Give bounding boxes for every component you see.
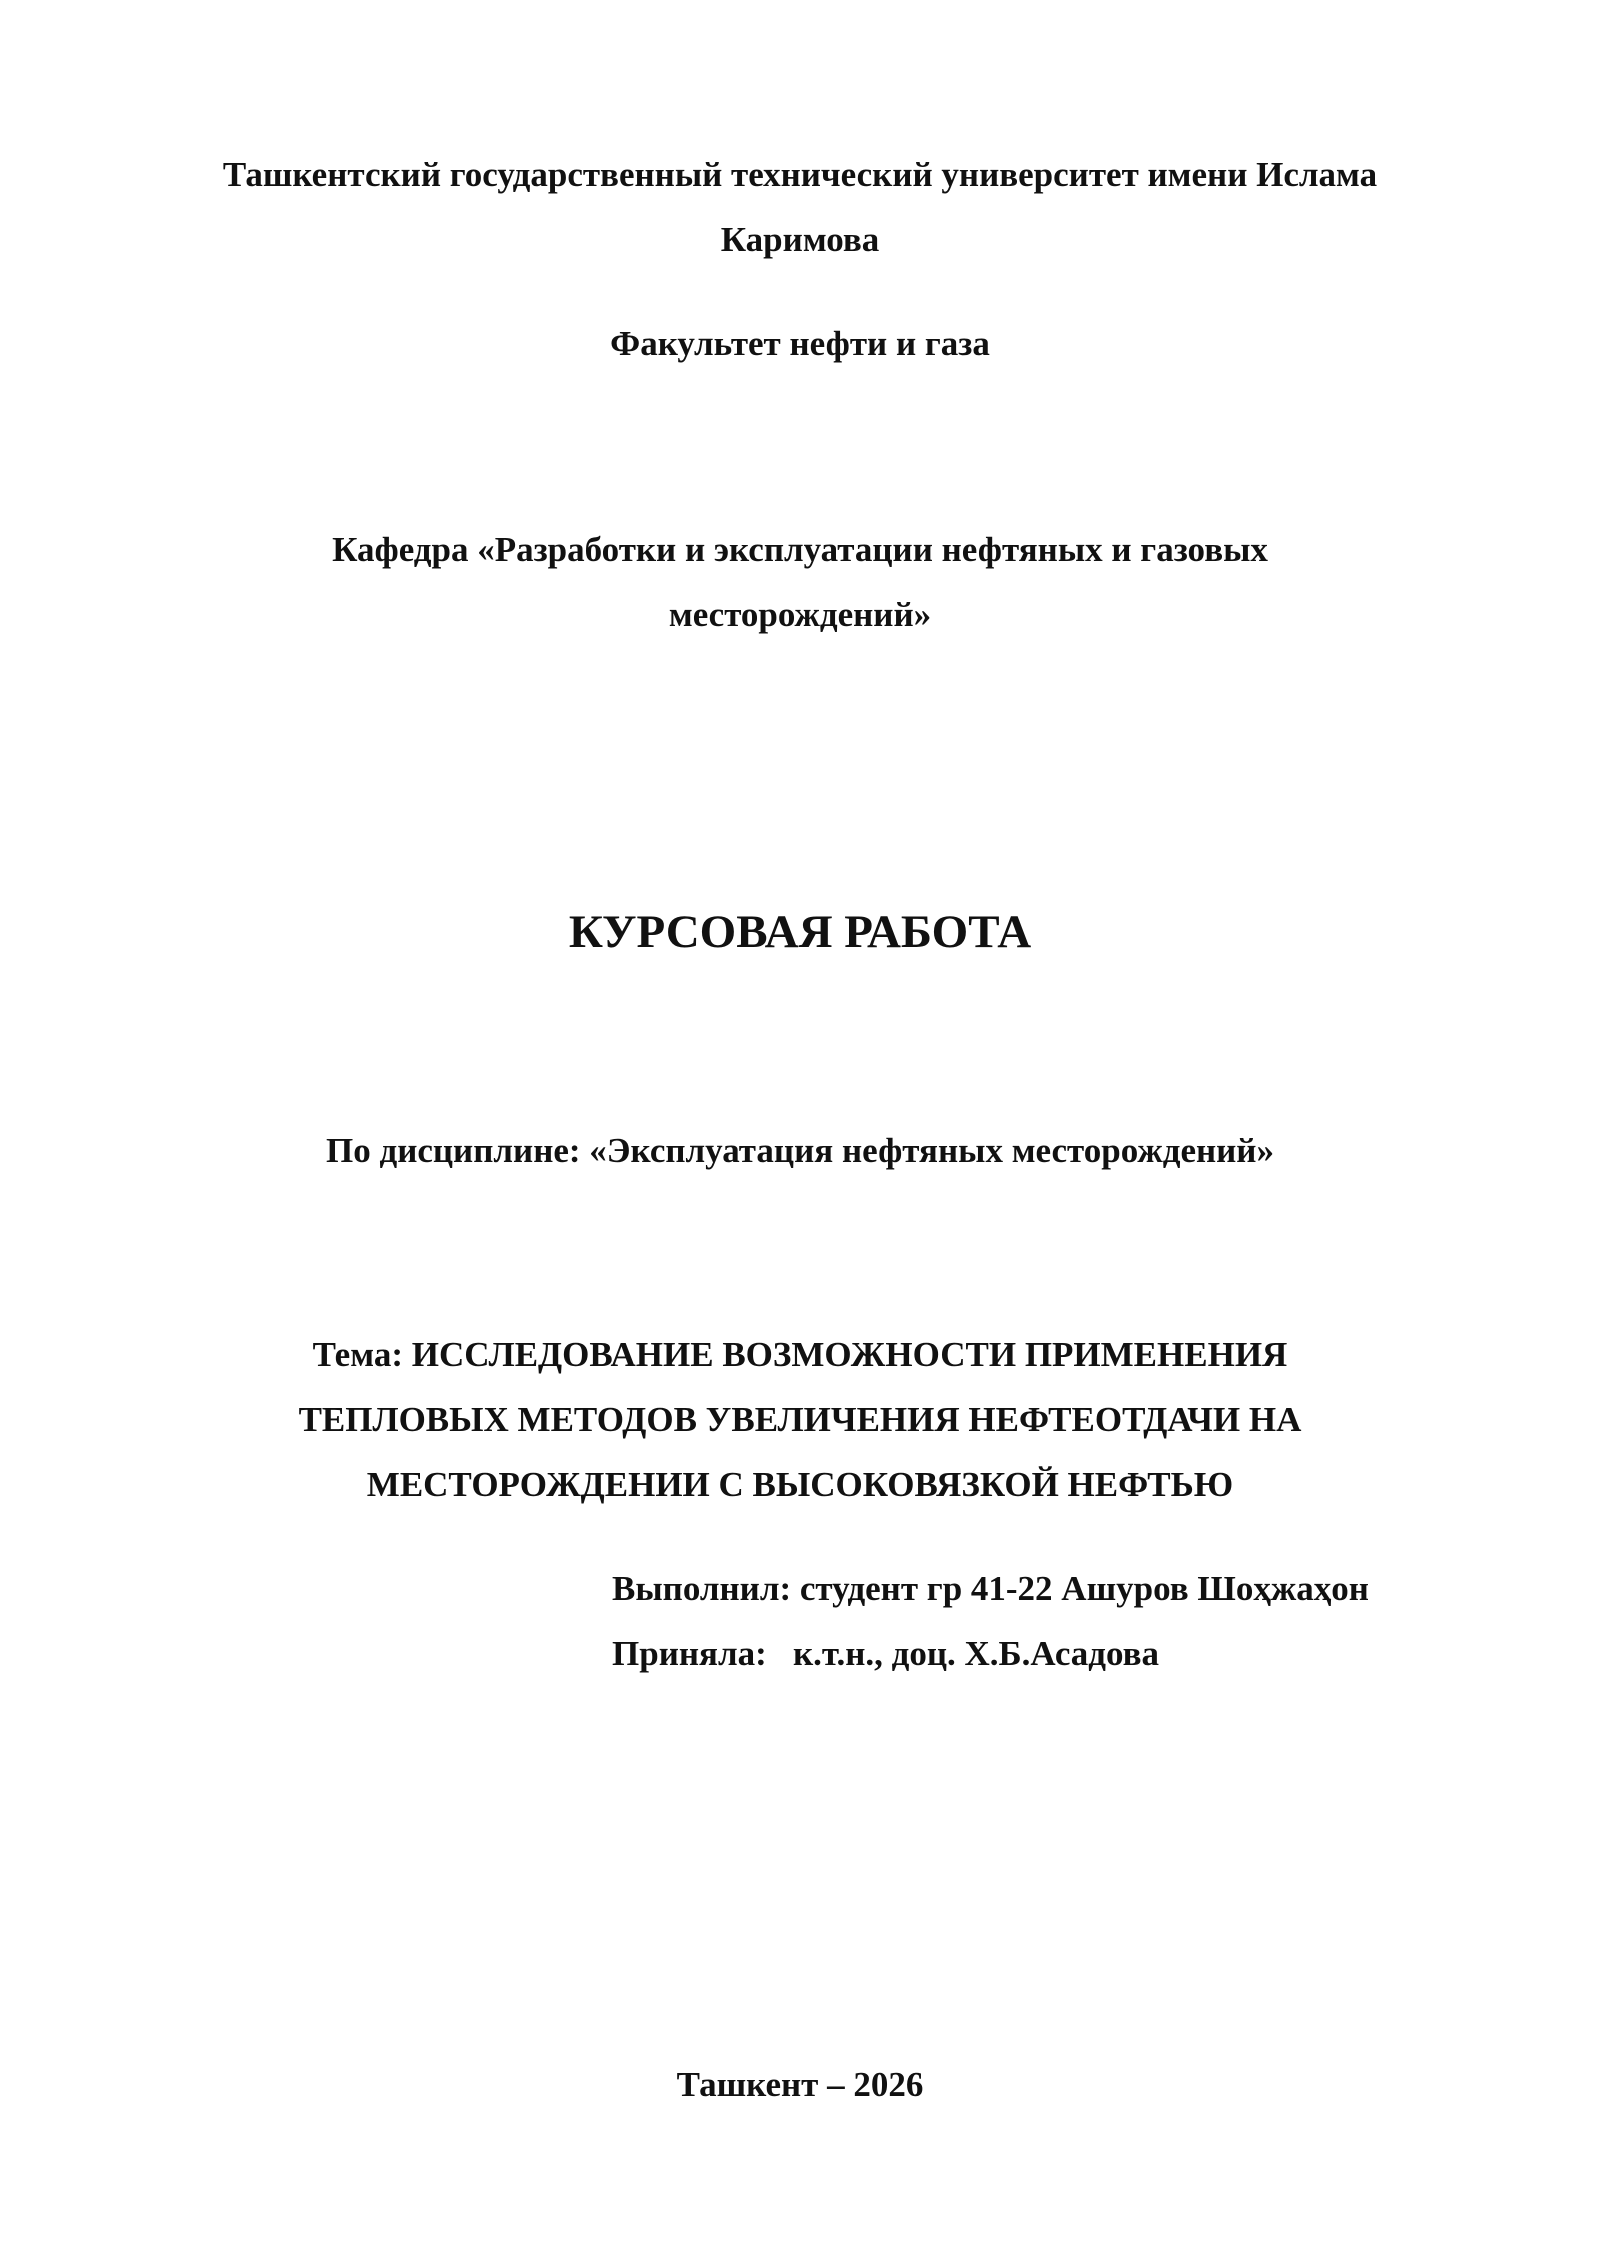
department-name-line-1: Кафедра «Разработки и эксплуатации нефтяных и газовых — [332, 530, 1268, 569]
work-type-title: КУРСОВАЯ РАБОТА — [568, 906, 1032, 958]
faculty-name: Факультет нефти и газа — [610, 324, 990, 363]
city-year: Ташкент – 2026 — [676, 2065, 924, 2104]
topic-line-2: ТЕПЛОВЫХ МЕТОДОВ УВЕЛИЧЕНИЯ НЕФТЕОТДАЧИ НА — [298, 1400, 1302, 1439]
performed-by: Выполнил: студент гр 41-22 Ашуров Шоҳжаҳон — [612, 1569, 1369, 1608]
topic-line-3: МЕСТОРОЖДЕНИИ С ВЫСОКОВЯЗКОЙ НЕФТЬЮ — [366, 1465, 1234, 1504]
university-name-line-2: Каримова — [720, 220, 880, 259]
accepted-by: Приняла: к.т.н., доц. Х.Б.Асадова — [612, 1634, 1160, 1673]
university-name-line-1: Ташкентский государственный технический университет имени Ислама — [222, 155, 1378, 194]
department-name-line-2: месторождений» — [668, 595, 932, 634]
discipline: По дисциплине: «Эксплуатация нефтяных месторождений» — [326, 1131, 1274, 1170]
topic-line-1: Тема: ИССЛЕДОВАНИЕ ВОЗМОЖНОСТИ ПРИМЕНЕНИЯ — [312, 1335, 1288, 1374]
